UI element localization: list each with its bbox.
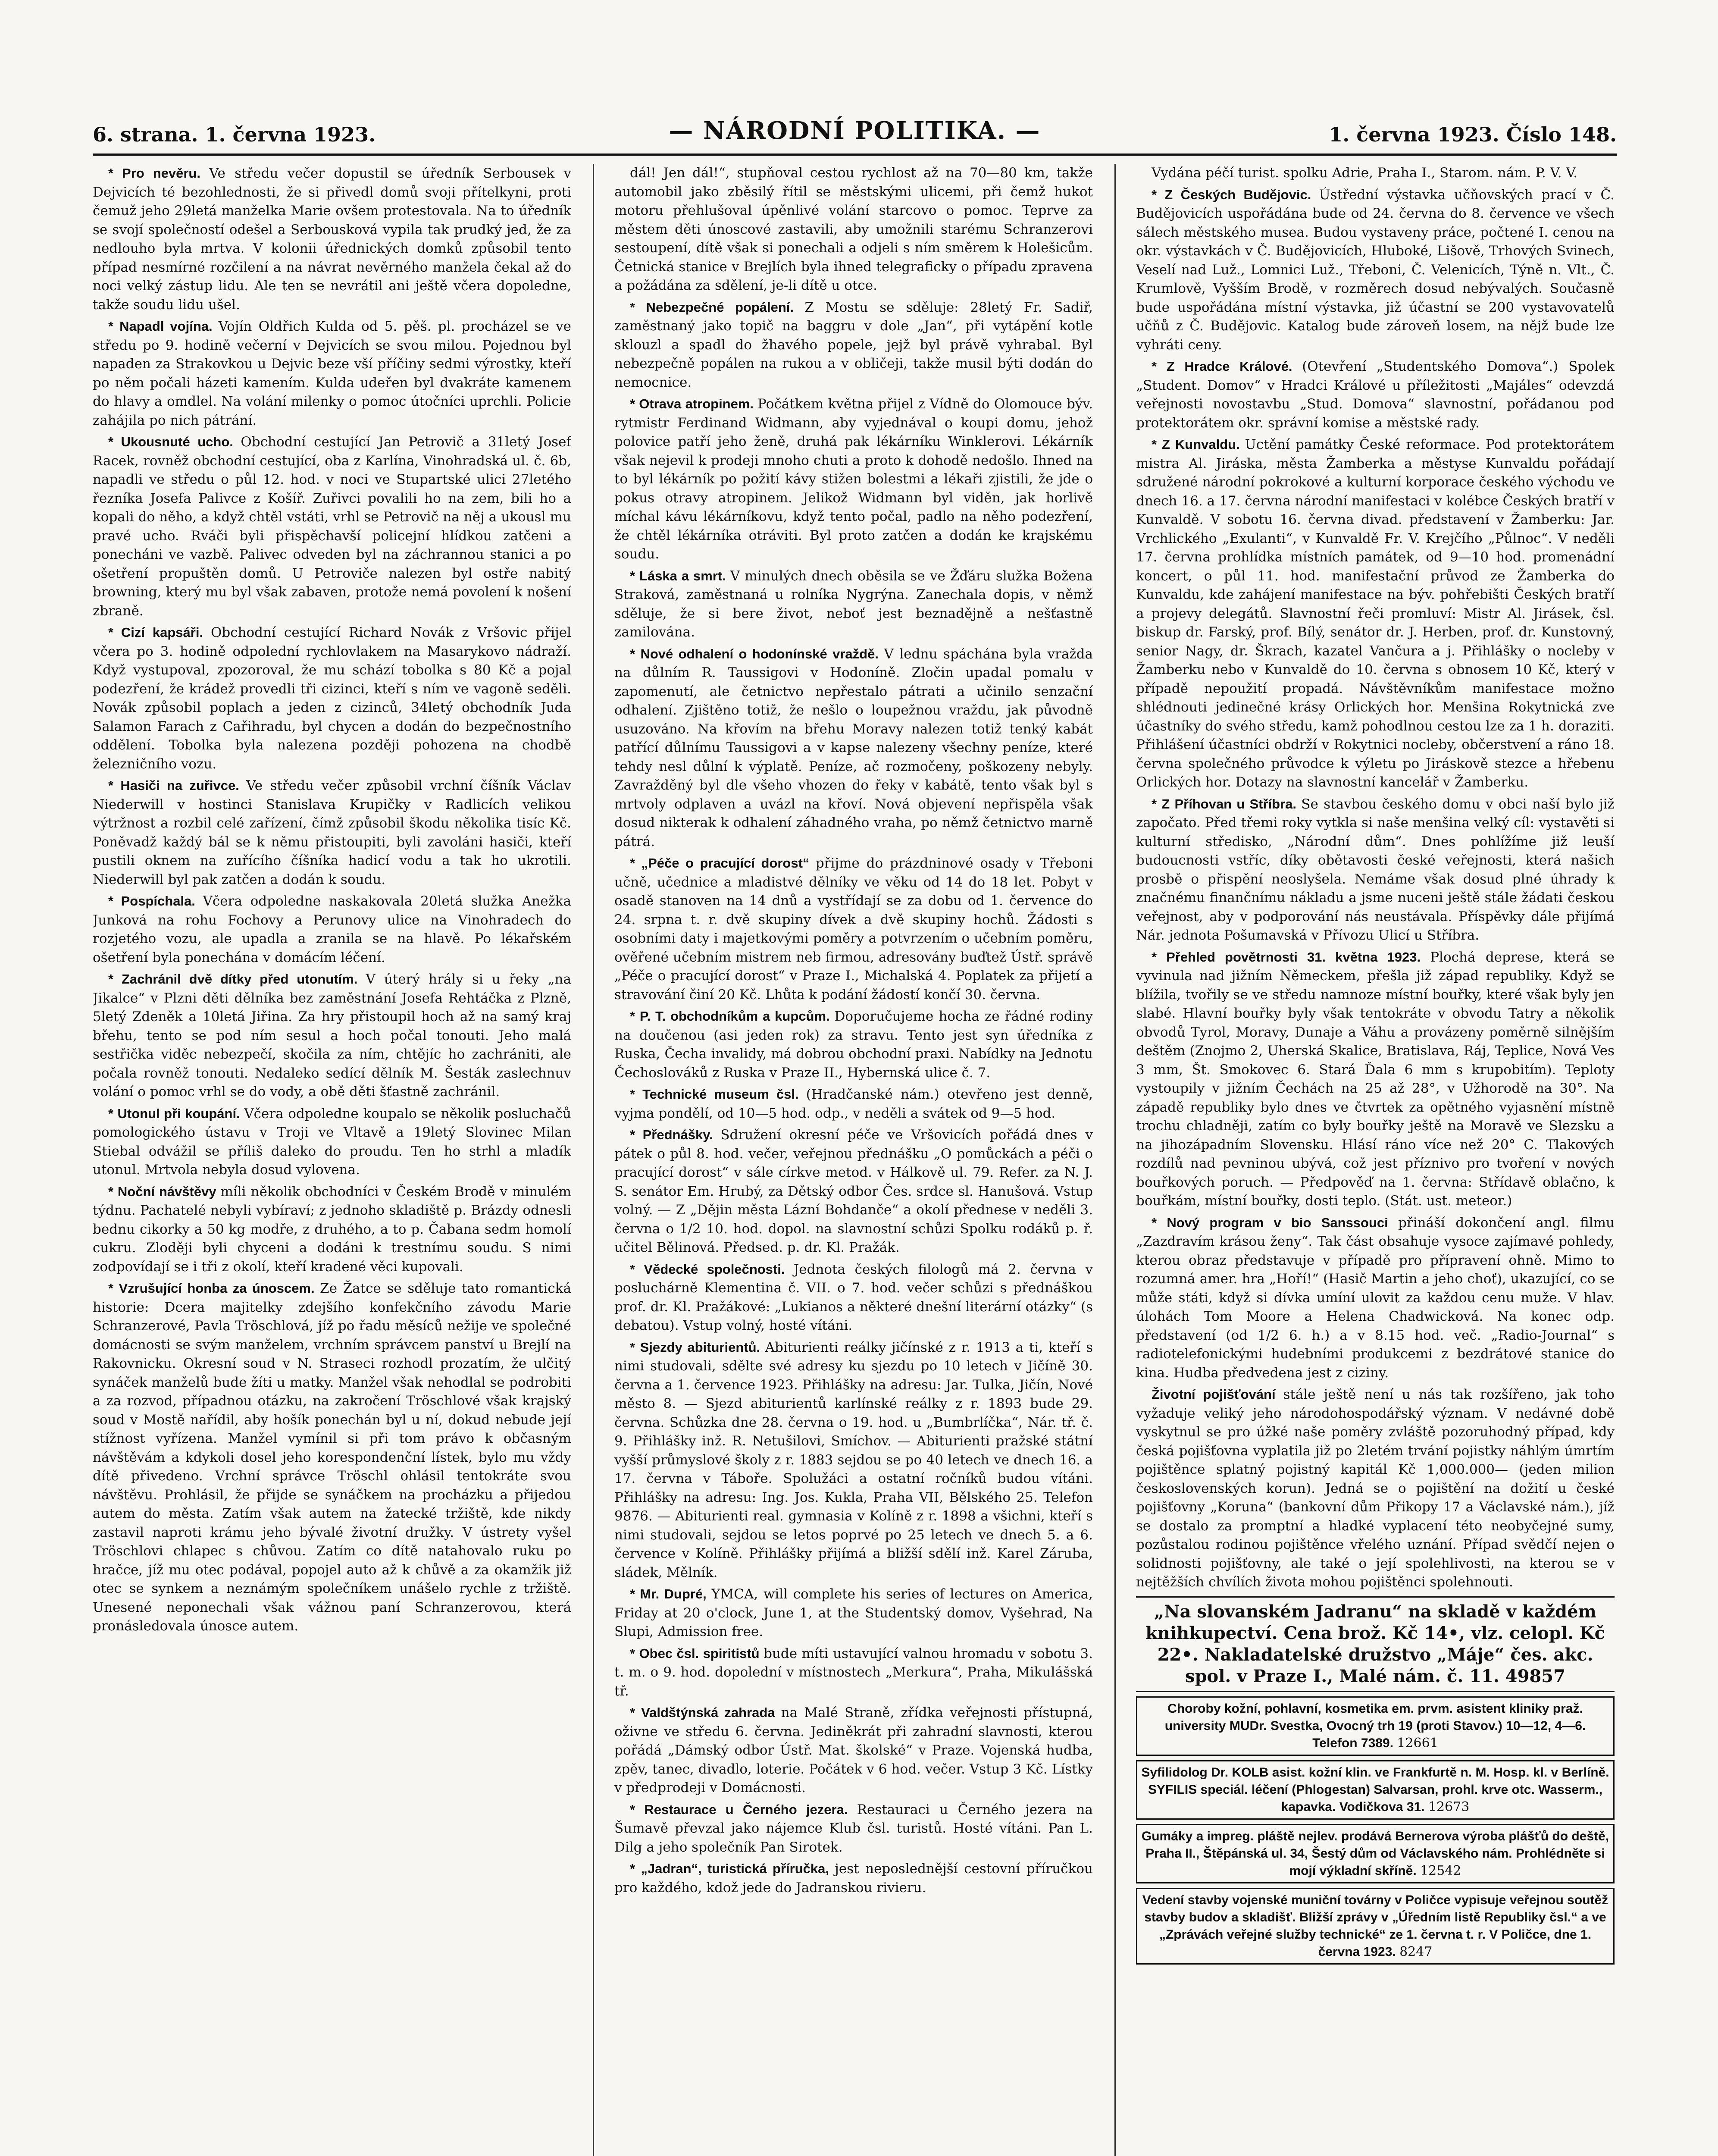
article-headline: * Cizí kapsáři. [108,625,211,640]
page-header [93,116,1617,151]
article-headline: * „Jadran“, turistická příručka, [630,1861,835,1876]
article-headline: * Zachránil dvě dítky před utonutím. [108,971,366,987]
article-headline: * Z Hradce Králové. [1152,359,1302,374]
column-3 [1136,164,1615,2156]
article-headline: * Valdštýnská zahrada [630,1705,781,1720]
article-headline: * Hasiči na zuřivce. [108,778,247,793]
article-text: přijme do prázdninové osady v Třeboni učně, učednice a mladistvé dělníky ve věku od 14 do 18 let. Pobyt v osadě stanoven na 14 dnů a vystřídají se za dobu od 1. července do 24. srpna t. r. dvě skupiny dívek a dvě skupiny hochů. Žádosti s osobními daty i majetkovými poměry a potvrzením o učebním poměru, ověřené učebním mistrem neb firmou, adresovány buďtež Ústř. správě „Péče o pracující dorost“ v Praze I., Michalská 4. Poplatek za přijetí a stravování činí 20 Kč. Lhůta k podání žádostí končí 30. června. [614,856,1093,1003]
article-text: Obchodní cestující Richard Novák z Vršovic přijel včera po 3. hodině odpolední rychlovlakem na Masarykovo nádraží. Když vystupoval, zpozoroval, že mu schází tobolka s 80 Kč a pojal podezření, že krádež provedli tři cizinci, kteří s ním ve vagoně seděli. Novák způsobil poplach a jeden z cizinců, 34letý obchodník Juda Salamon Farach z Cařihradu, byl chycen a dodán do bezpečnostního oddělení. Tobolka byla nalezena později pohozena na chodbě železničního vozu. [93,625,571,772]
article-headline: * Nové odhalení o hodonínské vraždě. [630,646,884,661]
article-text: Abiturienti reálky jičínské z r. 1913 a ti, kteří s nimi studovali, sdělte své adresy ku sjezdu po 10 letech v Jičíně 30. června a 1. července 1923. Přihlášky na adresu: Jar. Tulka, Jičín, Nové město 8. — Sjezd abiturientů karlínské reálky z r. 1893 bude 29. června. Schůzka dne 28. června o 19. hod. u „Bumbrlíčka“, Nár. tř. č. 9. Přihlášky inž. R. Netušilovi, Smíchov. — Abiturienti pražské státní vyšší průmyslové školy z r. 1883 sejdou se po 40 letech ve dnech 16. a 17. června v Táboře. Spolužáci a ostatní ročníků budou vítáni. Přihlášky na adresu: Ing. Jos. Kukla, Praha VII, Bělského 25. Telefon 9876. — Abiturienti real. gymnasia v Kolíně z r. 1898 a všichni, kteří s nimi studovali, sejdou se letos poprvé po 25 letech ve dnech 5. a 6. července v Kolíně. Přihlášky přijímá a bližší sdělí inž. Karel Záruba, sládek, Mělník. [614,1339,1093,1580]
article-text: Z Mostu se sděluje: 28letý Fr. Sadiř, zaměstnaný jako topič na baggru v dole „Jan“, při vytápění kotle sklouzl a spadl do žhavého popele, jejž byl právě vyhrabal. Byl nebezpečně popálen na rukou a v obličeji, takže musil býti dodán do nemocnice. [614,299,1093,390]
article-text: Obchodní cestující Jan Petrovič a 31letý Josef Racek, rovněž obchodní cestující, oba z Karlína, Vinohradská ul. č. 6b, napadli ve středu o půl 12. hod. v noci ve Stupartské ulici 27letého řezníka Josefa Palivce z Košíř. Zuřivci povalili ho na zem, bili ho a kopali do něho, a když chtěl vstáti, vrhl se Petrovič na něj a ukousl mu pravé ucho. Rváči byli přispěchavší policejní hlídkou zatčeni a ponecháni ve vazbě. Palivec odveden byl na záchrannou stanici a po ošetření propuštěn domů. U Petroviče nalezen byl ostře nabitý browning, který mu byl však zabaven, protože nemá povolení k nošení zbraně. [93,434,571,619]
article [614,1585,1093,1642]
article-text: jest neposlednější cestovní příručkou pro každého, kdož jede do Jadranskou rivieru. [614,1861,1093,1896]
article-headline: * Vědecké společnosti. [630,1261,794,1277]
article-text: V lednu spáchána byla vražda na důlním R. Taussigovi v Hodoníně. Zločin upadal pomalu v zapomenutí, ale četnictvo nepřestalo pátrati a učinilo senzační odhalení. Zjištěno totiž, že nešlo o loupežnou vraždu, jak původně usuzováno. Na křovím na břehu Moravy nalezen totiž tenký kabát patřící důlnímu Taussigovi a v kapse nalezeny všechny peníze, které tehdy nesl důlní k výplatě. Peníze, ač rozmočeny, poškozeny nebyly. Zavražděný byl dle všeho vhozen do řeky v kabátě, tento však byl s mrtvoly odplaven a uvázl na křoví. Nová objevení nepřispěla však dosud nikterak k odhalení záhadného vraha, po němž četnictvo marně pátrá. [614,646,1093,849]
article-headline: * Obec čsl. spiritistů [630,1645,764,1661]
article-headline: * Vzrušující honba za únoscem. [108,1281,320,1296]
article [93,164,571,314]
article [1136,1385,1615,1592]
page-number: 6. strana. 1. června 1923. [93,123,376,146]
ad-text: Syfilidolog Dr. KOLB asist. kožní klin. ve Frankfurtě n. M. Hosp. kl. v Berlíně. SYFILIS speciál. léčení (Phlogestan) Salvarsan, prohl. krve otc. Wasserm., kapavka. Vodičkova 31. [1141,1765,1609,1814]
article-text: Restauraci u Černého jezera na Šumavě převzal jako nájemce Klub čsl. turistů. Hosté vítáni. Pan L. Dilg a jeho společník Pan Sirotek. [614,1802,1093,1855]
article [93,317,571,430]
article-text: Sdružení okresní péče ve Vršovicích pořádá dnes v pátek o půl 8. hod. večer, veřejnou přednášku „O pomůckách a péči o pracující dorost“ v sále církve metod. v Hálkově ul. 79. Refer. za N. J. S. senátor Em. Hrubý, za Dětský odbor Čes. srdce sl. Hanušová. Vstup volný. — Z „Dějin města Lázní Bohdanče“ a okolí přednese v neděli 3. června o 1/2 10. hod. dopol. na slavnostní schůzi Spolku rodáků p. ř. učitel Bělinová. Předsed. p. dr. Kl. Pražák. [614,1127,1093,1255]
ad-code: 12661 [1397,1735,1438,1751]
article-headline: * Utonul při koupání. [108,1106,244,1121]
classified-ad [1136,1888,1615,1965]
article [614,567,1093,642]
article [614,164,1093,295]
masthead-title: — NÁRODNÍ POLITIKA. — [669,116,1041,145]
article [614,1338,1093,1583]
article-text: přináší dokončení angl. filmu „Zazdravím krásou ženy“. Tak část obsahuje vysoce zajímavé pohledy, kterou obraz představuje v případě pro přípravení ohně. Mimo to rozumná amer. hra „Hoří!“ (Hasič Martin a jeho choť), ukazující, co se může státi, když si dívka umíní ulovit za každou cenu muže. V hlav. úlohách Tom Moore a Helena Chadwicková. Na konec odp. představení (od 1/2 6. h.) a v 8.15 hod. več. „Radio-Journal“ s radiotelefonickými hudebními produkcemi z bezdrátové stanice do kina. Hudba předvedena jest z ciziny. [1136,1215,1615,1381]
article-text: (Hradčanské nám.) otevřeno jest denně, vyjma pondělí, od 10—5 hod. odp., v neděli a svátek od 9—5 hod. [614,1087,1093,1121]
article-headline: * Přehled povětrnosti 31. května 1923. [1152,949,1430,965]
article-headline: * Nebezpečné popálení. [630,299,805,315]
article [1136,185,1615,355]
article-text: bude míti ustavující valnou hromadu v sobotu 3. t. m. o 9. hod. dopolední v místnostech „Merkura“, Praha, Mikulášská tř. [614,1645,1093,1699]
article-headline: * Pospíchala. [108,893,203,909]
ad-text: Vedení stavby vojenské muniční továrny v Poličce vypisuje veřejnou soutěž stavby budov a skladišť. Bližší zprávy v „Úředním listě Republiky čsl.“ a ve „Zprávách veřejné služby technické“ ze 1. června t. r. V Poličce, dne 1. června 1923. [1142,1893,1608,1959]
article [93,432,571,620]
article-headline: * P. T. obchodníkům a kupcům. [630,1009,835,1024]
article-headline: * Láska a smrt. [630,568,730,583]
ad-text: Gumáky a impreg. pláště nejlev. prodává Bernerova výroba plášťů do deště, Praha II., Štěpánská ul. 34, Šestý dům od Václavského nám. Prohlédněte si mojí výkladní skříně. [1141,1829,1609,1878]
column-divider [593,164,594,2156]
article [1136,1213,1615,1383]
column-2 [614,164,1093,2156]
article-text: na Malé Straně, zřídka veřejnosti přístupná, oživne ve středu 6. června. Jediněkrát při zahradní slavnosti, kterou pořádá „Dámský odbor Ústř. Mat. školské“ v Praze. Vojenská hudba, zpěv, tanec, divadlo, loterie. Počátek v 6 hod. večer. Vstup 3 Kč. Lístky v předprodeji v Domácnosti. [614,1705,1093,1796]
article [614,1800,1093,1857]
article-headline: * Pro nevěru. [108,166,209,181]
issue-number: 1. června 1923. Číslo 148. [1329,123,1617,146]
article-text: Uctění památky České reformace. Pod protektorátem mistra Al. Jiráska, města Žamberka a městyse Kunvaldu pořádají sdružené národní pokrokové a kulturní korporace českého východu ve dnech 16. a 17. června národní manifestaci v kolébce Českých bratří v Kunvaldě. V sobotu 16. června divad. představení v Žamberku: Jar. Vrchlického „Exulanti“, v Kunvaldě Fr. V. Krejčího „Půlnoc“. V neděli 17. června prohlídka místních památek, od 9—10 hod. promenádní koncert, o půl 11. hod. manifestační průvod ze Žamberka do Kunvaldu, kde zahájení manifestace na býv. pohřebišti Českých bratří a projevy delegátů. Slavnostní řeči promluví: Mistr Al. Jirásek, čsl. biskup dr. Farský, prof. Bílý, senátor dr. J. Herben, prof. dr. Kunstovný, senior Nagy, dr. Škrach, kazatel Vančura a j. Přihlášky o nocleby v Žamberku nebo v Kunvaldě do 10. června s obnosem 10 Kč, který v případě nepoužití propadá. Návštěvníkům manifestace možno shlédnouti jedinečné krásy Orlických hor. Menšina Rokytnická zve účastníky do svého středu, kamž pohodlnou cestou lze za 1 h. doraziti. Přihlášení účastníci obdrží v Rokytnici nocleby, občerstvení a ráno 18. června společného průvodce k výletu po Jiráskově stezce a hřebenu Orlických hor. Dotazy na slavnostní kancelář v Žamberku. [1136,437,1615,790]
article [614,1260,1093,1335]
article-text: míli několik obchodníci v Českém Brodě v minulém týdnu. Pachatelé nebyli vybíraví; z jednoho skladiště p. Brázdy odnesli bednu cikorky a 50 kg modře, z druhého, a to p. Čabana sedm homolí cukru. Zloději byli chyceni a dodáni k trestnímu soudu. S nimi zodpovídají se i tři z okolí, kteří kradené věci kupovali. [93,1184,571,1275]
article-text: Plochá deprese, která se vyvinula nad jižním Německem, přešla již západ republiky. Když se blížila, tvořily se ve středu namnoze místní bouřky, které však byly jen slabé. Hlavní bouřky byly však tentokráte v obvodu Tatry a několik obvodů Tyrol, Moravy, Dunaje a Váhu a provázeny poměrně silnějším deštěm (Znojmo 2, Uherská Skalice, Bratislava, Ráj, Teplice, Nová Ves 3 mm, Št. Smokovec 6. Stará Ďala 6 mm s krupobitím). Teploty vystoupily v jižním Čechách na 25 až 28°, v Užhorodě na 30°. Na západě republiky bylo dnes ve čtvrtek za opětného vyjasnění místně trochu chladněji, zatím co byly bouřky ještě na Moravě ve Slezsku a na jihozápadním Slovensku. Hlásí ráno více než 20° C. Tlakových rozdílů nad pevninou ubývá, což jest příznivo pro tvoření v nových bouřkových poruch. — Předpověď na 1. června: Střídavě oblačno, k bouřkám, místní bouřky, dosti teplo. (Stát. ust. meteor.) [1136,949,1615,1209]
article-text: V minulých dnech oběsila se ve Žďáru služka Božena Straková, zaměstnaná u rolníka Nygrýna. Zanechala dopis, v němž sděluje, že si bere život, neboť jest beznadějně a nešťastně zamilována. [614,568,1093,640]
article-headline: * Otrava atropinem. [630,396,758,411]
article-headline: * Noční návštěvy [108,1184,221,1199]
article [93,1182,571,1277]
article-headline: * Restaurace u Černého jezera. [630,1802,857,1817]
article-text: Počátkem května přijel z Vídně do Olomouce býv. rytmistr Ferdinand Widmann, aby vyjednával o koupi domu, jehož polovice patří jeho ženě, druhá pak lékárníku Winklerovi. Lékárník však nejevil k prodeji mnoho chuti a proto k dohodě nedošlo. Ihned na to byl lékárník po požití kávy stižen bolestmi a lékaři zjistili, že jde o pokus otravy atropinem. Jelikož Widmann byl viděn, jak horlivě míchal kávu lékárníkovu, když tento počal, padlo na něho podezření, že chtěl lékárníka otráviti. Byl proto zatčen a dodán ke krajskému soudu. [614,396,1093,562]
article [614,1085,1093,1123]
article [614,298,1093,392]
article-headline: Životní pojišťování [1152,1387,1283,1402]
ad-code: 8247 [1399,1944,1433,1959]
classified-ad [1136,1696,1615,1756]
article [93,892,571,967]
book-notice-text: „Na slovanském Jadranu“ na skladě v každém knihkupectví. Cena brož. Kč 14•, vlz. celopl. Kč 22•. Nakladatelské družstvo „Máje“ čes. akc. spol. v Praze I., Malé nám. č. 11. [1145,1601,1605,1686]
article-text: Vydána péčí turist. spolku Adrie, Praha I., Starom. nám. P. V. V. [1152,165,1578,181]
article-headline: * Ukousnuté ucho. [108,434,241,449]
columns [93,164,1617,2156]
article [93,623,571,774]
article-text: Se stavbou českého domu v obci naší bylo již započato. Před třemi roky vytkla si naše menšina velký cíl: vystavěti si kulturní středisko, „Národní dům“. Dnes pohlížíme již leuší budoucnosti vstříc, díky obětavosti české veřejnosti, která našich prosbě o přispění neoslyšela. Nemáme však dosud plné úhrady k značnému finančnímu nákladu a jsme nuceni ještě stále žádati českou veřejnost, aby v podporování nás neustávala. Příspěvky dále přijímá Nár. jednota Pošumavská v Přívozu Ulicí u Stříbra. [1136,796,1615,943]
article-text: YMCA, will complete his series of lectures on America, Friday at 20 o'clock, June 1, at the Studentský domov, Vyšehrad, Na Slupi, Admission free. [614,1586,1093,1639]
article-text: Vojín Oldřich Kulda od 5. pěš. pl. procházel se ve středu po 9. hodině večerní v Dejvicích se svou milou. Pojednou byl napaden za Strakovkou u Dejvic beze vší příčiny sedmi výrostky, kteří po něm počali házeti kamením. Kulda udeřen byl dvakráte kamenem do hlavy a omdlel. Na volání milenky o pomoc útočníci uprchli. Policie zahájila po nich pátrání. [93,319,571,428]
article-text: Ve středu večer dopustil se úředník Serbousek v Dejvicích té bezohlednosti, že si přivedl domů svoji přítelkyni, proti čemuž jeho 29letá manželka Marie ovšem protestovala. Na to úředník se svojí společností odešel a Serbousková vypila tak prudký jed, že za nedlouho byla mrtva. V kolonii úřednických domků způsobil tento případ nesmírné rozčilení a na návrat nevěrného manžela čekal až do noci velký zástup lidu. Ale ten se nevrátil ani ještě včera dopoledne, takže soudu lidu ušel. [93,166,571,313]
article-text: Ústřední výstavka učňovských prací v Č. Budějovicích uspořádána bude od 24. června do 8. července ve všech sálech městského musea. Budou vystaveny práce, počtené I. cenou na okr. výstavkách v Č. Budějovicích, Hluboké, Lišově, Trhových Svinech, Veselí nad Luž., Lomnici Luž., Třeboni, Č. Velenicích, Týně n. Vlt., Č. Krumlově, Vyšším Brodě, v rozměrech dosud nebývalých. Současně bude uspořádána místní výstavka, již účastní se 200 vystavovatelů učňů z Č. Budějovic. Katalog bude zároveň losem, na nějž bude lze vyhráti ceny. [1136,187,1615,353]
article [1136,164,1615,183]
article [93,1279,571,1636]
article [93,1104,571,1180]
article-text: dál! Jen dál!“, stupňoval cestou rychlost až na 70—80 km, takže automobil jako zběsilý řítil se městskými ulicemi, při čemž hukot motoru přehlušoval úpěnlivé volání starcovo o pomoc. Teprve za městem děti únoscové zastavili, aby umožnili starému Schranzerovi sestoupení, dítě však si ponechali a odjeli s ním směrem k Holešicům. Četnická stanice v Brejlích byla ihned telegraficky o případu zpravena a požádána za sdělení, je-li dítě u otce. [614,165,1093,293]
article-headline: * Z Příhovan u Stříbra. [1152,796,1302,812]
article [614,1703,1093,1798]
article-text: V úterý hrály si u řeky „na Jikalce“ v Plzni děti dělníka bez zaměstnání Josefa Rehtáčka z Plzně, 5letý Zdeněk a 10letá Jiřina. Za hry přistoupil hoch až na samý kraj břehu, tento se pod ním sesul a hoch počal tonouti. Jeho malá sestřička viděc nebezpečí, skočila za ním, chtějíc ho zachrániti, ale počala rovněž tonouti. Nedaleko sedící dělník M. Šesták zaslechnuv volání o pomoc vrhl se do vody, a obě děti šťastně zachránil. [93,971,571,1100]
article [614,1644,1093,1701]
article-headline: * Sjezdy abiturientů. [630,1339,765,1355]
article [614,1859,1093,1897]
article [93,776,571,889]
article-headline: * Technické museum čsl. [630,1087,806,1102]
article-text: (Otevření „Studentského Domova“.) Spolek „Student. Domov“ v Hradci Králové u příležitosti „Majáles“ odevzdá veřejnosti novostavbu „Stud. Domova“ slavnostní, pořádanou pod protektorátem okr. správní komise a městské rady. [1136,359,1615,431]
article-headline: * Z Českých Budějovic. [1152,187,1319,202]
article [614,395,1093,564]
classified-ad [1136,1824,1615,1883]
article-headline: * Mr. Dupré, [630,1586,712,1601]
article-text: Ve středu večer způsobil vrchní číšník Václav Niederwill v hostinci Stanislava Krupičky v Radlicích velikou výtržnost a rozbil celé zařízení, čímž způsobil škodu několika tisíc Kč. Poněvadž každý bál se k němu přistoupiti, byli zavoláni hasiči, kteří pustili oknem na zuřícího číšníka hadicí vodu a tak ho ukrotili. Niederwill byl pak zatčen a dodán k soudu. [93,778,571,887]
article-text: Včera odpoledne naskakovala 20letá služka Anežka Junková na rohu Fochovy a Perunovy ulice na Vinohradech do rozjetého vozu, ale upadla a zranila se na hlavě. Po lékařském ošetření byla ponechána v domácím léčení. [93,893,571,965]
article [1136,948,1615,1211]
article [614,1007,1093,1082]
header-rule [93,154,1617,156]
article-headline: * Nový program v bio Sanssouci [1152,1215,1399,1230]
article-text: Včera odpoledne koupalo se několik posluchačů pomologického ústavu v Troji ve Vltavě a 19letý Slovinec Milan Stiebal odvážil se příliš daleko do proudu. Ten ho strhl a mladík utonul. Mrtvola nebyla dosud vylovena. [93,1106,571,1178]
column-divider [1114,164,1116,2156]
notice-code: 49857 [1505,1666,1565,1686]
article-text: stále ještě není u nás tak rozšířeno, jak toho vyžaduje veliký jeho národohospodářský význam. V nedávné době vyskytnul se pro úžké naše poměry zvláště pozoruhodný případ, kdy česká pojišťovna vyplatila již po 2letém trvání pojistky náhlým úmrtím pojištěnce splatný pojistný kapitál Kč 1,000.000— (jeden milion československých korun). Jedná se o pojištění na dožití u české pojišťovny „Koruna“ (bankovní dům Přikopy 17 a Václavské nám.), jíž se dostalo za promptní a hladké vyplacení této neobyčejné sumy, pozůstalou rodinou pojištěnce vřelého uznání. Případ svědčí nejen o solidnosti pojišťovny, ale také o její spolehlivosti, na kterou se v nejtěžších chvílích života mohou pojištěnci spolehnouti. [1136,1387,1615,1590]
column-1 [93,164,571,2156]
article [93,970,571,1102]
ad-code: 12542 [1420,1863,1461,1878]
ad-text: Choroby kožní, pohlavní, kosmetika em. prvm. asistent kliniky praž. university MUDr. Svestka, Ovocný trh 19 (proti Stavov.) 10—12, 4—6. Telefon 7389. [1164,1701,1586,1750]
article-headline: * „Péče o pracující dorost“ [630,856,816,871]
book-notice [1136,1596,1615,1692]
article-headline: * Napadl vojína. [108,319,219,334]
classified-ad [1136,1760,1615,1820]
article [614,854,1093,1004]
article [614,1125,1093,1257]
article [1136,795,1615,945]
ad-code: 12673 [1428,1799,1470,1814]
article [614,645,1093,852]
newspaper-page [93,116,1617,2156]
article-text: Ze Žatce se sděluje tato romantická historie: Dcera majitelky zdejšího konfekčního závodu Marie Schranzerové, Pavla Tröschlová, jíž po řadu měsíců nežije ve společné domácnosti se svým manželem, vrchním správcem panství u Brejlí na Rakovnicku. Okresní soud v N. Straseci rozhodl prozatím, že ulčitý synáček manželů bude žíti u matky. Manžel však nehodlal se podrobiti a za rozvod, případnou otázku, na zakročení Tröschlové však krajský soud v Mostě nařídil, aby hošík ponechán byl u ní, dokud nebude její stížnost vyřízena. Manžel vymínil si při tom právo k občasným návštěvám a kdykoli dosel jeho korespondenční lístek, bylo mu vždy dítě přivedeno. Vrchní správce Tröschl ohlásil tentokráte svou návštěvu. Prohlásil, že přijde se synáčkem na procházku a přijedou autem do města. Zatím však autem na žatecké tržiště, kde nikdy zastavil naproti krámu jeho bývalé životní družky. V ústrety vyšel Tröschlovi chlapec s chůvou. Zatím co dítě natahovalo ruku po hračce, jíž mu otec podával, popojel auto až k chůvě a za okamžik již otec se synkem a neznámým společníkem unášelo rychle z tržiště. Unesené neponechali však vážnou paní Schranzerovou, která pronásledovala únosce autem. [93,1281,571,1634]
article-text: Jednota českých filologů má 2. června v posluchárně Klementina č. VII. o 7. hod. večer schůzi s přednáškou prof. dr. Kl. Pražákové: „Lukianos a některé dnešní literární otázky“ (s debatou). Vstup volný, hosté vítáni. [614,1261,1093,1333]
article-headline: * Přednášky. [630,1127,721,1142]
article-headline: * Z Kunvaldu. [1152,437,1245,452]
article [1136,435,1615,792]
article [1136,357,1615,432]
article-text: Doporučujeme hocha ze řádné rodiny na doučenou (asi jeden rok) za stravu. Tento jest syn úředníka z Ruska, Čecha invalidy, má dobrou obchodní praxi. Nabídky na Jednotu Čechoslováků z Ruska v Praze II., Hybernská ulice č. 7. [614,1009,1093,1081]
